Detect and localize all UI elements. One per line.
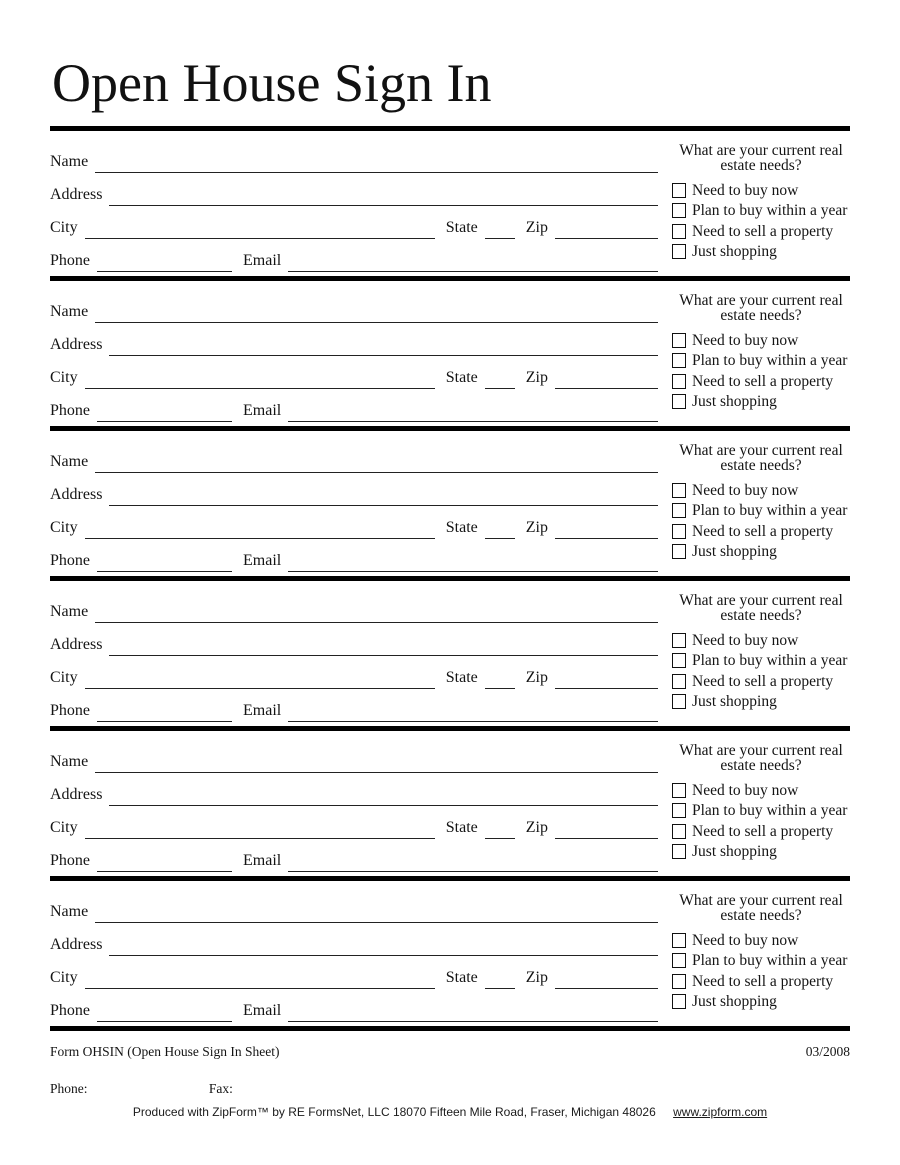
city-input-line[interactable] (85, 368, 435, 389)
option-label: Need to sell a property (692, 372, 834, 390)
name-label: Name (50, 603, 89, 620)
name-row (50, 290, 658, 323)
phone-label: Phone (50, 702, 90, 719)
option-label: Plan to buy within a year (692, 802, 848, 820)
checkbox-just-shopping[interactable] (672, 844, 686, 859)
name-row (50, 590, 658, 623)
city-input-line[interactable] (85, 818, 435, 839)
form-date-text: 03/2008 (805, 1044, 850, 1059)
needs-panel (672, 140, 850, 276)
name-label: Name (50, 453, 89, 470)
email-input-line[interactable] (288, 701, 658, 722)
address-input-line[interactable] (109, 635, 658, 656)
checkbox-plan-to-buy-within-a-year[interactable] (672, 803, 686, 818)
zip-label: Zip (525, 669, 548, 686)
email-label: Email (243, 402, 282, 419)
checkbox-need-to-buy-now[interactable] (672, 183, 686, 198)
option-need-to-buy-now (672, 630, 850, 651)
checkbox-need-to-sell-a-property[interactable] (672, 374, 686, 389)
form-id-text: Form OHSIN (Open House Sign In Sheet) (50, 1044, 280, 1059)
state-label: State (445, 969, 478, 986)
name-input-line[interactable] (95, 302, 658, 323)
option-need-to-buy-now (672, 480, 850, 501)
option-plan-to-buy-within-a-year (672, 951, 850, 972)
phone-email-row (50, 539, 658, 572)
zip-label: Zip (525, 369, 548, 386)
name-label: Name (50, 153, 89, 170)
address-label: Address (50, 786, 103, 803)
city-state-zip-row (50, 956, 658, 989)
email-label: Email (243, 1002, 282, 1019)
phone-label: Phone (50, 852, 90, 869)
checkbox-just-shopping[interactable] (672, 394, 686, 409)
city-state-zip-row (50, 506, 658, 539)
zip-label: Zip (525, 519, 548, 536)
option-just-shopping (672, 392, 850, 413)
zip-label: Zip (525, 219, 548, 236)
option-label: Just shopping (692, 393, 777, 411)
option-label: Just shopping (692, 243, 777, 261)
checkbox-need-to-buy-now[interactable] (672, 933, 686, 948)
option-label: Plan to buy within a year (692, 502, 848, 520)
signin-entry (50, 431, 850, 581)
phone-input-line[interactable] (97, 401, 232, 422)
address-label: Address (50, 336, 103, 353)
phone-input-line[interactable] (97, 851, 232, 872)
email-label: Email (243, 702, 282, 719)
phone-input-line[interactable] (97, 551, 232, 572)
state-label: State (445, 819, 478, 836)
page-footer (50, 1044, 850, 1119)
city-label: City (50, 369, 78, 386)
zip-input-line[interactable] (555, 518, 658, 539)
name-label: Name (50, 303, 89, 320)
state-label: State (445, 669, 478, 686)
option-label: Need to sell a property (692, 972, 834, 990)
needs-panel (672, 440, 850, 576)
city-label: City (50, 219, 78, 236)
entry-fields (50, 590, 658, 726)
needs-panel (672, 290, 850, 426)
address-input-line[interactable] (109, 785, 658, 806)
needs-question: What are your current real estate needs? (679, 892, 843, 924)
option-label: Need to buy now (692, 631, 799, 649)
phone-email-row (50, 839, 658, 872)
phone-input-line[interactable] (97, 251, 232, 272)
checkbox-plan-to-buy-within-a-year[interactable] (672, 503, 686, 518)
signin-entry (50, 581, 850, 731)
signin-entries (50, 131, 850, 1031)
email-label: Email (243, 252, 282, 269)
checkbox-need-to-sell-a-property[interactable] (672, 824, 686, 839)
needs-question: What are your current real estate needs? (679, 142, 843, 174)
zip-input-line[interactable] (555, 968, 658, 989)
needs-question: What are your current real estate needs? (679, 592, 843, 624)
checkbox-need-to-buy-now[interactable] (672, 333, 686, 348)
phone-label: Phone (50, 402, 90, 419)
state-label: State (445, 369, 478, 386)
option-need-to-sell-a-property (672, 221, 850, 242)
option-label: Just shopping (692, 693, 777, 711)
email-label: Email (243, 552, 282, 569)
phone-email-row (50, 689, 658, 722)
address-row (50, 923, 658, 956)
city-state-zip-row (50, 656, 658, 689)
city-state-zip-row (50, 356, 658, 389)
checkbox-just-shopping[interactable] (672, 244, 686, 259)
option-label: Just shopping (692, 993, 777, 1011)
state-input-line[interactable] (485, 518, 515, 539)
phone-label: Phone (50, 252, 90, 269)
entry-fields (50, 140, 658, 276)
option-label: Need to buy now (692, 931, 799, 949)
option-label: Plan to buy within a year (692, 652, 848, 670)
option-plan-to-buy-within-a-year (672, 351, 850, 372)
checkbox-need-to-buy-now[interactable] (672, 783, 686, 798)
option-just-shopping (672, 992, 850, 1013)
option-label: Plan to buy within a year (692, 202, 848, 220)
name-label: Name (50, 753, 89, 770)
option-label: Need to sell a property (692, 672, 834, 690)
phone-label: Phone (50, 1002, 90, 1019)
checkbox-plan-to-buy-within-a-year[interactable] (672, 653, 686, 668)
address-row (50, 623, 658, 656)
email-input-line[interactable] (288, 251, 658, 272)
email-label: Email (243, 852, 282, 869)
name-row (50, 440, 658, 473)
option-label: Need to buy now (692, 331, 799, 349)
name-row (50, 740, 658, 773)
address-row (50, 773, 658, 806)
email-input-line[interactable] (288, 851, 658, 872)
checkbox-plan-to-buy-within-a-year[interactable] (672, 203, 686, 218)
option-label: Need to buy now (692, 481, 799, 499)
zip-input-line[interactable] (555, 368, 658, 389)
needs-panel (672, 740, 850, 876)
phone-input-line[interactable] (97, 701, 232, 722)
option-need-to-sell-a-property (672, 971, 850, 992)
address-input-line[interactable] (109, 185, 658, 206)
phone-email-row (50, 239, 658, 272)
city-label: City (50, 669, 78, 686)
option-need-to-sell-a-property (672, 821, 850, 842)
state-label: State (445, 219, 478, 236)
option-need-to-buy-now (672, 330, 850, 351)
checkbox-need-to-sell-a-property[interactable] (672, 524, 686, 539)
option-just-shopping (672, 542, 850, 563)
phone-label: Phone (50, 552, 90, 569)
state-input-line[interactable] (485, 818, 515, 839)
option-plan-to-buy-within-a-year (672, 651, 850, 672)
state-input-line[interactable] (485, 968, 515, 989)
option-label: Plan to buy within a year (692, 352, 848, 370)
address-input-line[interactable] (109, 335, 658, 356)
address-label: Address (50, 936, 103, 953)
phone-email-row (50, 389, 658, 422)
checkbox-just-shopping[interactable] (672, 994, 686, 1009)
signin-entry (50, 281, 850, 431)
option-need-to-sell-a-property (672, 671, 850, 692)
checkbox-plan-to-buy-within-a-year[interactable] (672, 353, 686, 368)
needs-panel (672, 890, 850, 1026)
option-label: Need to sell a property (692, 522, 834, 540)
checkbox-need-to-sell-a-property[interactable] (672, 674, 686, 689)
address-row (50, 173, 658, 206)
state-input-line[interactable] (485, 218, 515, 239)
signin-entry (50, 881, 850, 1031)
city-input-line[interactable] (85, 968, 435, 989)
entry-fields (50, 440, 658, 576)
entry-fields (50, 740, 658, 876)
address-row (50, 323, 658, 356)
address-input-line[interactable] (109, 935, 658, 956)
city-label: City (50, 969, 78, 986)
name-input-line[interactable] (95, 452, 658, 473)
needs-panel (672, 590, 850, 726)
entry-fields (50, 290, 658, 426)
name-input-line[interactable] (95, 902, 658, 923)
address-input-line[interactable] (109, 485, 658, 506)
zip-label: Zip (525, 969, 548, 986)
city-input-line[interactable] (85, 218, 435, 239)
city-label: City (50, 519, 78, 536)
produced-by-text: Produced with ZipForm™ by RE FormsNet, LLC 18070 Fifteen Mile Road, Fraser, Michigan 48026 (132, 1105, 656, 1119)
checkbox-plan-to-buy-within-a-year[interactable] (672, 953, 686, 968)
city-label: City (50, 819, 78, 836)
option-just-shopping (672, 842, 850, 863)
city-state-zip-row (50, 806, 658, 839)
option-plan-to-buy-within-a-year (672, 801, 850, 822)
city-input-line[interactable] (85, 668, 435, 689)
footer-phone-label: Phone: (50, 1081, 88, 1096)
state-input-line[interactable] (485, 668, 515, 689)
checkbox-just-shopping[interactable] (672, 544, 686, 559)
option-need-to-buy-now (672, 930, 850, 951)
option-label: Just shopping (692, 843, 777, 861)
option-label: Need to buy now (692, 781, 799, 799)
city-state-zip-row (50, 206, 658, 239)
zipform-website-link[interactable]: www.zipform.com (673, 1105, 768, 1119)
checkbox-need-to-sell-a-property[interactable] (672, 974, 686, 989)
signin-entry (50, 131, 850, 281)
address-label: Address (50, 636, 103, 653)
state-label: State (445, 519, 478, 536)
option-need-to-buy-now (672, 780, 850, 801)
option-just-shopping (672, 242, 850, 263)
name-row (50, 140, 658, 173)
address-label: Address (50, 186, 103, 203)
zip-input-line[interactable] (555, 668, 658, 689)
needs-question: What are your current real estate needs? (679, 292, 843, 324)
option-plan-to-buy-within-a-year (672, 201, 850, 222)
zip-label: Zip (525, 819, 548, 836)
phone-input-line[interactable] (97, 1001, 232, 1022)
signin-entry (50, 731, 850, 881)
checkbox-need-to-buy-now[interactable] (672, 633, 686, 648)
email-input-line[interactable] (288, 551, 658, 572)
page-title: Open House Sign In (52, 53, 492, 113)
option-label: Need to sell a property (692, 822, 834, 840)
footer-fax-label: Fax: (208, 1081, 233, 1096)
address-row (50, 473, 658, 506)
needs-question: What are your current real estate needs? (679, 742, 843, 774)
phone-email-row (50, 989, 658, 1022)
email-input-line[interactable] (288, 401, 658, 422)
option-label: Need to buy now (692, 181, 799, 199)
option-label: Just shopping (692, 543, 777, 561)
email-input-line[interactable] (288, 1001, 658, 1022)
option-need-to-sell-a-property (672, 371, 850, 392)
option-plan-to-buy-within-a-year (672, 501, 850, 522)
name-input-line[interactable] (95, 752, 658, 773)
option-label: Plan to buy within a year (692, 952, 848, 970)
address-label: Address (50, 486, 103, 503)
name-input-line[interactable] (95, 602, 658, 623)
option-just-shopping (672, 692, 850, 713)
name-label: Name (50, 903, 89, 920)
option-label: Need to sell a property (692, 222, 834, 240)
option-need-to-sell-a-property (672, 521, 850, 542)
checkbox-need-to-buy-now[interactable] (672, 483, 686, 498)
state-input-line[interactable] (485, 368, 515, 389)
entry-fields (50, 890, 658, 1026)
checkbox-just-shopping[interactable] (672, 694, 686, 709)
name-input-line[interactable] (95, 152, 658, 173)
needs-question: What are your current real estate needs? (679, 442, 843, 474)
city-input-line[interactable] (85, 518, 435, 539)
zip-input-line[interactable] (555, 218, 658, 239)
name-row (50, 890, 658, 923)
checkbox-need-to-sell-a-property[interactable] (672, 224, 686, 239)
option-need-to-buy-now (672, 180, 850, 201)
zip-input-line[interactable] (555, 818, 658, 839)
